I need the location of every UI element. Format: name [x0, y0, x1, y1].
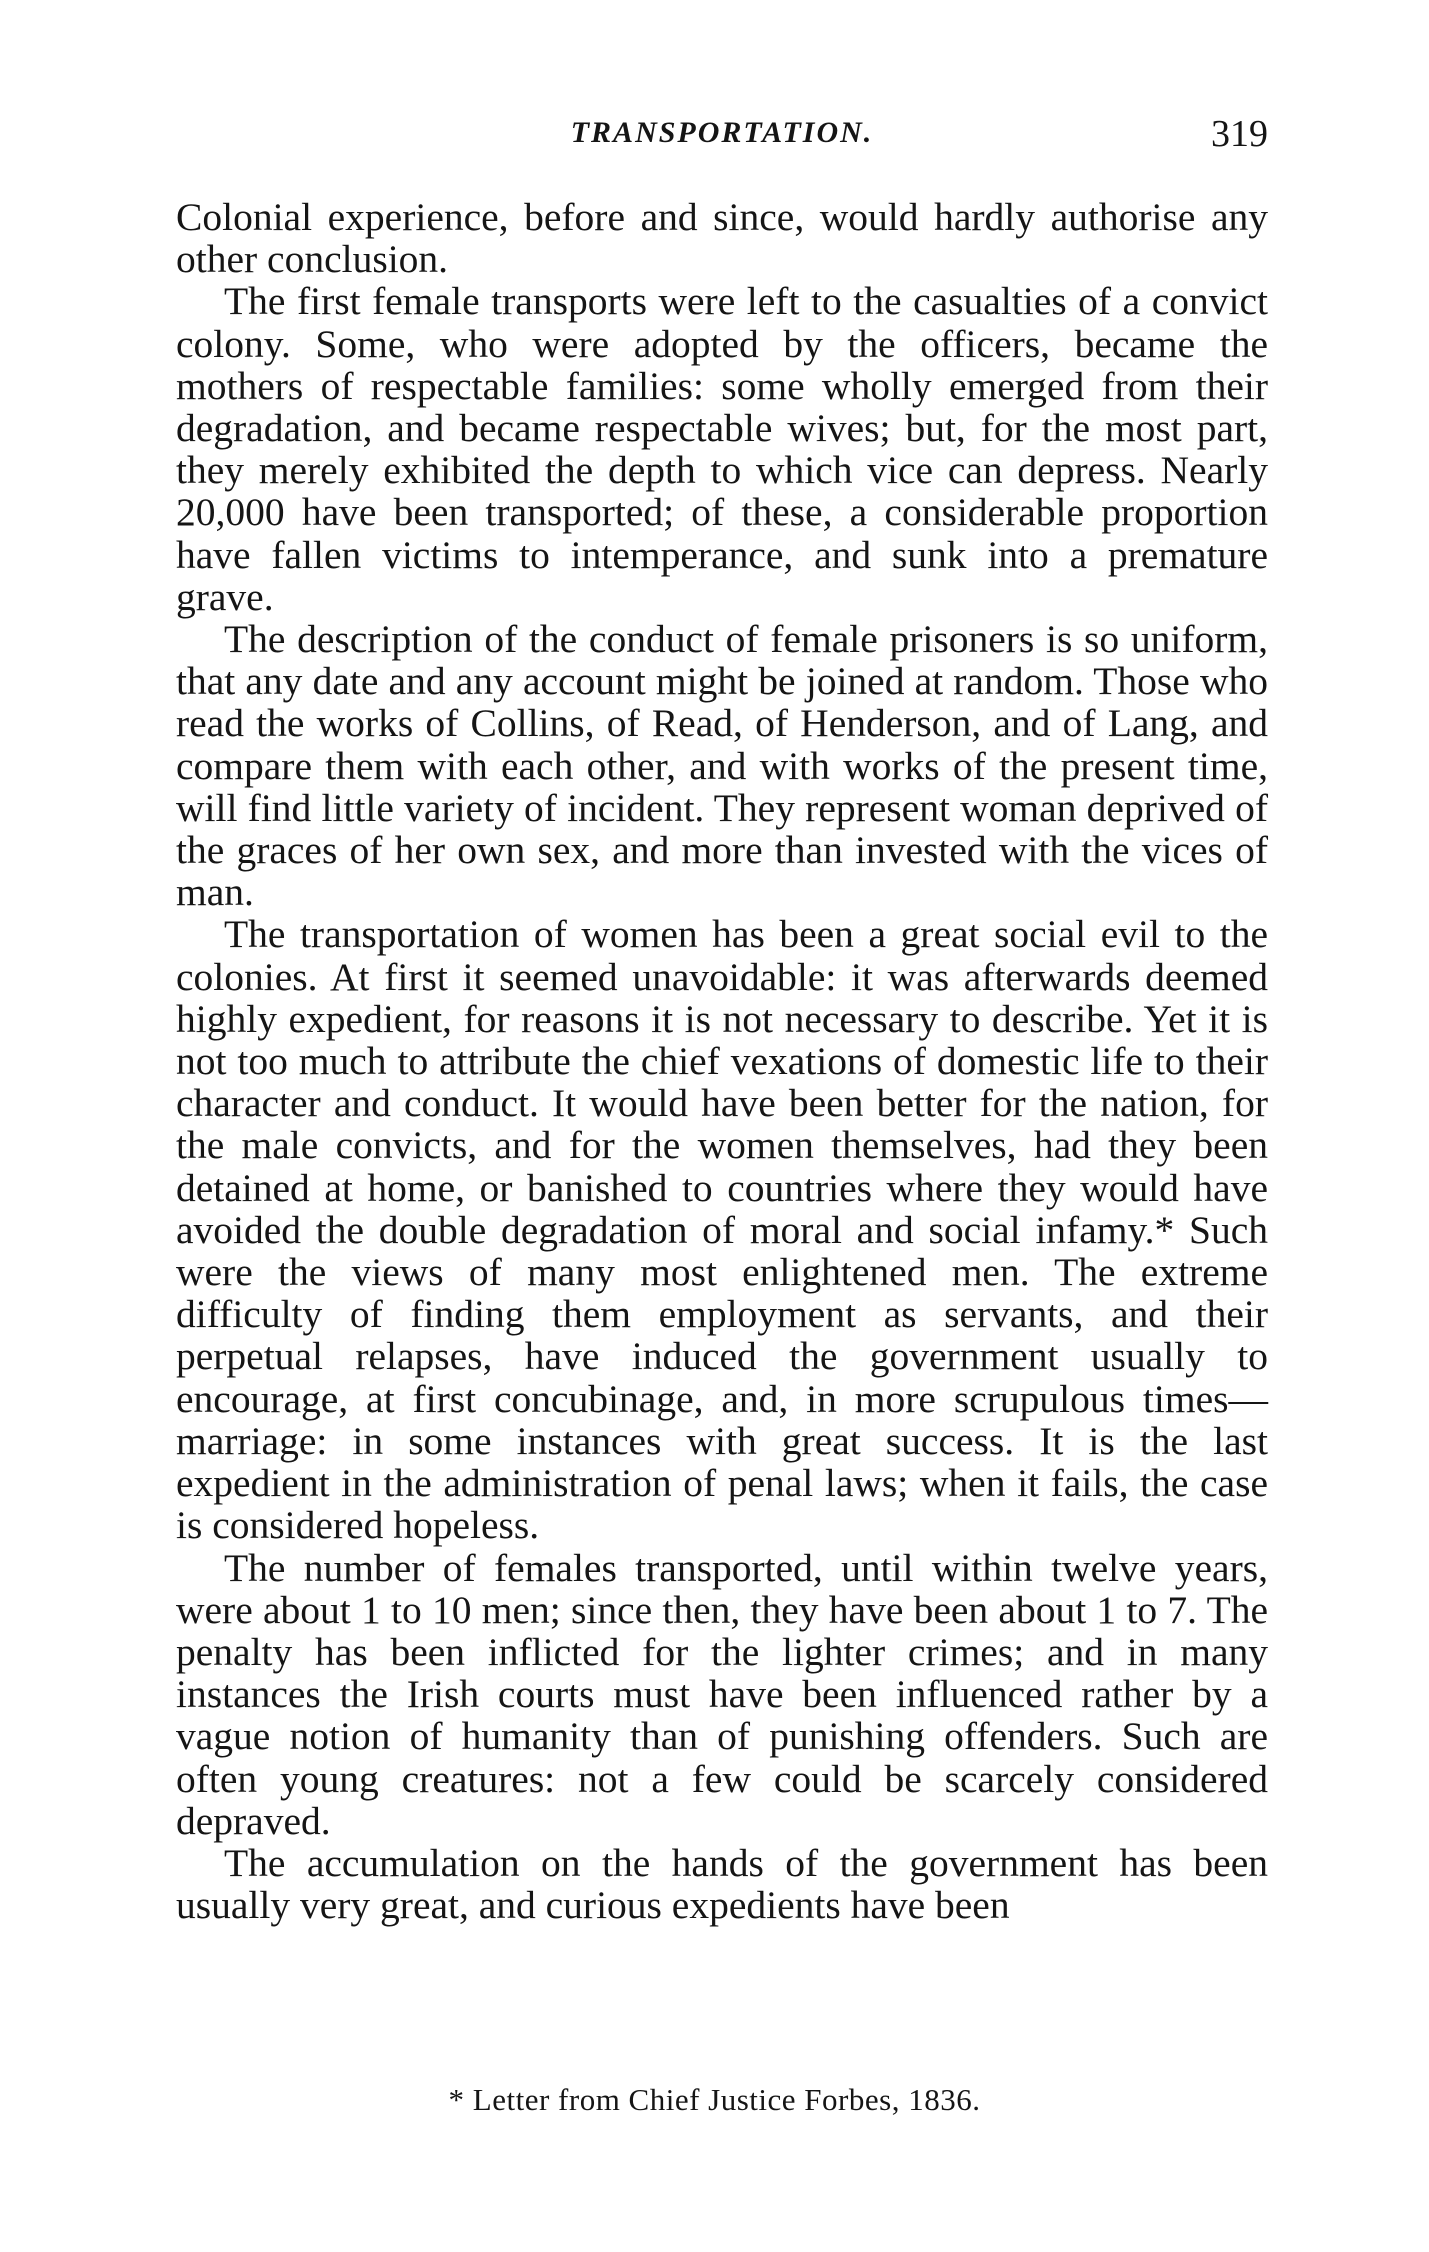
paragraph-3: The description of the conduct of female prisoners is so uniform, that any date and any account might be joined at random. Those who read the works of Collins, of Read, of Henderson, and of Lang, and compare them with each other, and with works of the present time, will find little variety of incident. They represent woman deprived of the graces of her own sex, and more than invested with the vices of man. [176, 617, 1268, 915]
page-number: 319 [1211, 113, 1268, 155]
running-title: TRANSPORTATION. [570, 116, 874, 149]
paragraph-4: The transportation of women has been a great social evil to the colonies. At first it seemed unavoidable: it was afterwards deemed highly expedient, for reasons it is not necessary to describe. Yet it is not too much to attribute the chief vexations of domestic life to their character and conduct. It would have been better for the nation, for the male convicts, and for the women themselves, had they been detained at home, or banished to countries where they would have avoided the double degradation of moral and social infamy.* Such were the views of many most enlightened men. The extreme difficulty of finding them employment as servants, and their perpetual relapses, have induced the government usually to encourage, at first concubinage, and, in more scrupulous times—marriage: in some instances with great success. It is the last expedient in the administration of penal laws; when it fails, the case is considered hopeless. [176, 912, 1268, 1548]
paragraph-1: Colonial experience, before and since, would hardly authorise any other conclusion. [176, 195, 1268, 282]
body-text [176, 196, 1268, 1926]
paragraph-5: The number of females transported, until within twelve years, were about 1 to 10 men; since then, they have been about 1 to 7. The penalty has been inflicted for the lighter crimes; and in many instances the Irish courts must have been influenced rather by a vague notion of humanity than of punishing offenders. Such are often young creatures: not a few could be scarcely considered depraved. [176, 1545, 1268, 1843]
footnote: * Letter from Chief Justice Forbes, 1836. [448, 2082, 981, 2117]
paragraph-6: The accumulation on the hands of the government has been usually very great, and curious expedients have been [176, 1840, 1268, 1928]
paragraph-2: The first female transports were left to the casualties of a convict colony. Some, who were adopted by the officers, became the mothers of respectable families: some wholly emerged from their degradation, and became respectable wives; but, for the most part, they merely exhibited the depth to which vice can depress. Nearly 20,000 have been transported; of these, a considerable proportion have fallen victims to intemperance, and sunk into a premature grave. [176, 279, 1268, 619]
page-header [176, 112, 1268, 164]
